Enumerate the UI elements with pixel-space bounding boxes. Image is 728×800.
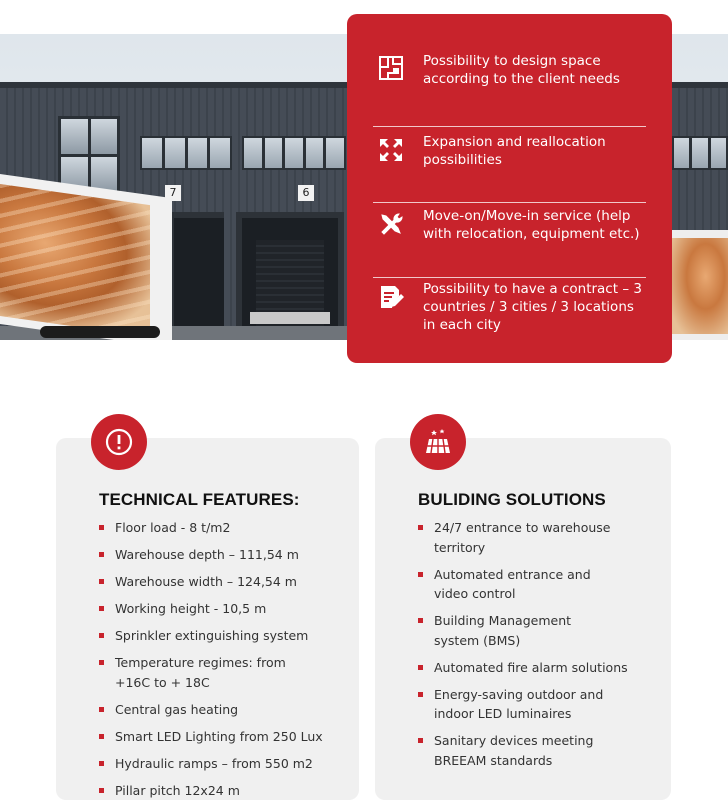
building-solutions-list bbox=[418, 518, 657, 778]
feature-text: Expansion and reallocation possibilities bbox=[423, 134, 606, 168]
feature-text: Possibility to design space according to the client needs bbox=[423, 53, 620, 87]
facade-window-band bbox=[672, 136, 728, 170]
list-item: Smart LED Lighting from 250 Lux bbox=[99, 727, 345, 747]
facade-window-band bbox=[140, 136, 232, 170]
expand-arrows-icon bbox=[377, 136, 405, 164]
technical-features-title: TECHNICAL FEATURES: bbox=[99, 490, 300, 509]
exclamation-icon bbox=[104, 427, 134, 457]
bread-graphic bbox=[0, 184, 150, 337]
dock-number-6: 6 bbox=[298, 185, 314, 201]
technical-features-panel bbox=[56, 438, 359, 800]
trailer-wheels bbox=[40, 326, 160, 338]
features-card bbox=[347, 14, 672, 363]
technical-features-list bbox=[99, 518, 345, 800]
feature-divider bbox=[373, 202, 646, 203]
list-item: Sprinkler extinguishing system bbox=[99, 626, 345, 646]
truck-trailer-right bbox=[668, 230, 728, 340]
solar-panel-icon bbox=[423, 427, 453, 457]
facade-window-left bbox=[58, 116, 120, 194]
building-badge bbox=[410, 414, 466, 470]
list-item: 24/7 entrance to warehouse territory bbox=[418, 518, 657, 557]
list-item: Working height - 10,5 m bbox=[99, 599, 345, 619]
floor-plan-icon bbox=[377, 54, 405, 82]
contract-document-icon bbox=[377, 284, 405, 312]
list-item: Temperature regimes: from +16C to + 18C bbox=[99, 653, 345, 692]
list-item: Automated entrance and video control bbox=[418, 565, 657, 604]
list-item: Warehouse width – 124,54 m bbox=[99, 572, 345, 592]
truck-trailer-left bbox=[0, 174, 172, 340]
facade-window-band bbox=[242, 136, 346, 170]
list-item: Floor load - 8 t/m2 bbox=[99, 518, 345, 538]
tools-icon bbox=[377, 211, 405, 239]
list-item: Central gas heating bbox=[99, 700, 345, 720]
feature-divider bbox=[373, 126, 646, 127]
bread-graphic bbox=[672, 238, 728, 334]
dock-number-7: 7 bbox=[165, 185, 181, 201]
technical-badge bbox=[91, 414, 147, 470]
feature-text: Move-on/Move-in service (help with relocation, equipment etc.) bbox=[423, 208, 640, 242]
list-item: Building Management system (BMS) bbox=[418, 611, 657, 650]
feature-divider bbox=[373, 277, 646, 278]
list-item: Warehouse depth – 111,54 m bbox=[99, 545, 345, 565]
dock-leveler bbox=[250, 312, 330, 324]
list-item: Pillar pitch 12x24 m bbox=[99, 781, 345, 800]
list-item: Automated fire alarm solutions bbox=[418, 658, 657, 678]
loading-dock bbox=[236, 212, 344, 340]
feature-text: Possibility to have a contract – 3 countries / 3 cities / 3 locations in each city bbox=[423, 281, 642, 333]
building-solutions-title: BULIDING SOLUTIONS bbox=[418, 490, 606, 509]
list-item: Hydraulic ramps – from 550 m2 bbox=[99, 754, 345, 774]
loading-dock-side bbox=[168, 212, 224, 340]
list-item: Sanitary devices meeting BREEAM standards bbox=[418, 731, 657, 770]
building-solutions-panel bbox=[375, 438, 671, 800]
list-item: Energy-saving outdoor and indoor LED luminaires bbox=[418, 685, 657, 724]
